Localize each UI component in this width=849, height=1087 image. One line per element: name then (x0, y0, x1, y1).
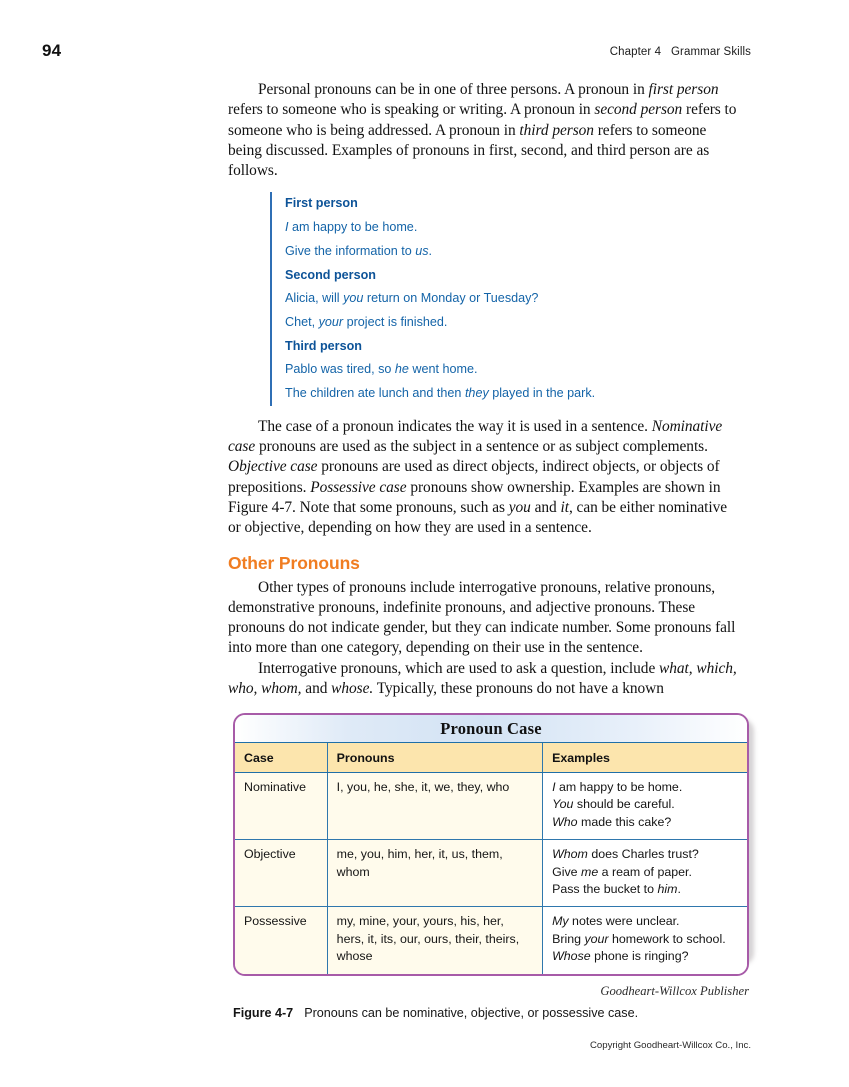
example-line: The children ate lunch and then they played in the park. (285, 386, 596, 401)
copyright-line: Copyright Goodheart-Willcox Co., Inc. (589, 1040, 751, 1051)
column-header-examples: Examples (543, 743, 747, 773)
cell-pronouns: my, mine, your, yours, his, her, hers, it, its, our, ours, their, theirs, whose (327, 907, 542, 974)
example-line: Give the information to us. (285, 243, 433, 258)
page-number: 94 (42, 41, 62, 60)
example-heading-third-person: Third person (285, 338, 362, 353)
paragraph-pronoun-case: The case of a pronoun indicates the way it is used in a sentence. Nominative case pronouns are used as the subject in a sentence or as subject complements. Objective case pronouns are used as direct objects, indirect objects, or objects of prepositions. Possessive case pronouns show ownership. Examples are shown in Figure 4-7. Note that some pronouns, such as you and it, can be either nominative or objective, depending on how they are used in a sentence. (228, 417, 728, 537)
figure-4-7 (233, 713, 749, 976)
table-title: Pronoun Case (235, 715, 747, 743)
example-heading-first-person: First person (285, 196, 358, 211)
figure-caption (233, 1006, 793, 1020)
column-header-case: Case (235, 743, 327, 773)
cell-examples: My notes were unclear. Bring your homework to school. Whose phone is ringing? (543, 907, 747, 974)
pronoun-case-table (235, 743, 747, 974)
figure-caption-label: Figure 4-7 (233, 1006, 294, 1020)
cell-case: Possessive (235, 907, 327, 974)
cell-case: Nominative (235, 773, 327, 840)
cell-case: Objective (235, 840, 327, 907)
table-row (235, 840, 747, 907)
section-heading-other-pronouns: Other Pronouns (228, 552, 360, 573)
figure-credit: Goodheart-Willcox Publisher (600, 984, 749, 998)
paragraph-other-pronoun-types: Other types of pronouns include interrogative pronouns, relative pronouns, demonstrative pronouns, indefinite pronouns, and adjective pronouns. These pronouns do not indicate gender, but they can indicate number. Some pronouns fall into more than one category, depending on their use in the sentence. (228, 578, 736, 657)
cell-examples: Whom does Charles trust? Give me a ream of paper. Pass the bucket to him. (543, 840, 747, 907)
cell-pronouns: I, you, he, she, it, we, they, who (327, 773, 542, 840)
cell-pronouns: me, you, him, her, it, us, them, whom (327, 840, 542, 907)
table-row (235, 773, 747, 840)
person-examples-block (270, 192, 740, 405)
running-head: Chapter 4 Grammar Skills (609, 46, 751, 58)
pronoun-case-table-frame (233, 713, 749, 976)
example-heading-second-person: Second person (285, 267, 376, 282)
figure-caption-text: Pronouns can be nominative, objective, or possessive case. (304, 1006, 639, 1020)
cell-examples: I am happy to be home. You should be careful. Who made this cake? (543, 773, 747, 840)
column-header-pronouns: Pronouns (327, 743, 542, 773)
example-line: Pablo was tired, so he went home. (285, 362, 478, 377)
example-line: I am happy to be home. (285, 220, 418, 235)
body-column (228, 80, 740, 699)
example-line: Chet, your project is finished. (285, 315, 448, 329)
paragraph-interrogative-pronouns: Interrogative pronouns, which are used to ask a question, include what, which, who, whom, and whose. Typically, these pronouns do not have a known (228, 659, 737, 698)
table-row (235, 907, 747, 974)
paragraph-personal-pronouns: Personal pronouns can be in one of three persons. A pronoun in first person refers to someone who is speaking or writing. A pronoun in second person refers to someone who is being addressed. A pronoun in third person refers to someone being discussed. Examples of pronouns in first, second, and third person are as follows. (228, 81, 737, 180)
table-header-row (235, 743, 747, 773)
example-line: Alicia, will you return on Monday or Tuesday? (285, 291, 539, 306)
